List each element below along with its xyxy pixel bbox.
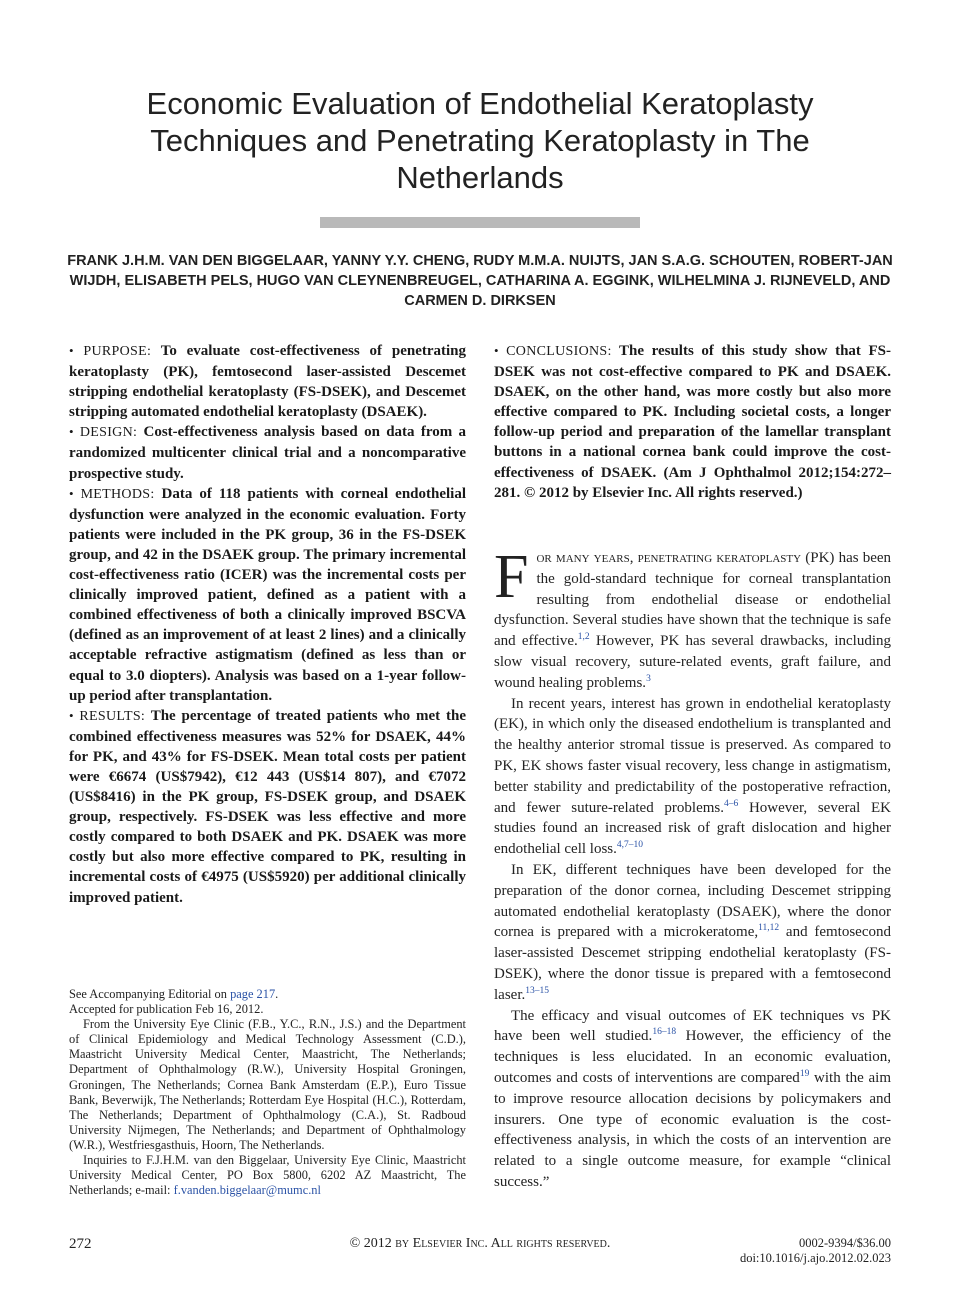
abstract-left-column xyxy=(69,341,466,908)
lead-in: or many years, penetrating keratoplasty (PK) xyxy=(536,550,835,566)
page-footer xyxy=(69,1236,891,1276)
body-text: In recent years, interest has grown in endothelial keratoplasty (EK), in which only the diseased endothelium is transplanted and the healthy anterior stromal tissue is preserved. As compared to PK, EK shows faster visual recovery, less change in astigmatism, better stability and predictability of the postoperative refraction, and fewer suture-related problems. xyxy=(494,695,891,816)
abstract-conclusions xyxy=(494,341,891,503)
page-number: 272 xyxy=(69,1236,92,1252)
purpose-text: To evaluate cost-effectiveness of penetrating keratoplasty (PK), femtosecond laser-assisted Descemet stripping endothelial keratoplasty (FS-DSEK), and Descemet stripping automated endothelial keratoplasty (DSAEK). xyxy=(69,343,467,421)
body-text: The efficacy and visual outcomes of EK techniques vs PK have been well studied. xyxy=(494,1007,891,1045)
design-text: Cost-effectiveness analysis based on data from a randomized multicenter clinical trial and a noncomparative prospective study. xyxy=(69,424,467,482)
citation-link[interactable]: 4,7–10 xyxy=(616,840,644,851)
body-paragraph xyxy=(494,694,891,860)
abstract-results xyxy=(69,706,466,908)
citation-link[interactable]: 4–6 xyxy=(724,798,739,809)
editorial-suffix: . xyxy=(275,987,279,1001)
citation-link[interactable]: 11,12 xyxy=(758,923,780,934)
body-text: However, several EK studies found an increased risk of graft dislocation and higher endothelial cell loss. xyxy=(494,799,892,858)
inquiries-text: Inquiries to F.J.H.M. van den Biggelaar, University Eye Clinic, Maastricht University Medical Center, PO Box 5800, 6202 AZ Maastricht, The Netherlands; e-mail: xyxy=(69,1153,466,1198)
citation-link[interactable]: 16–18 xyxy=(652,1027,677,1038)
drop-cap: F xyxy=(494,543,529,611)
body-text: However, PK has several drawbacks, including slow visual recovery, suture-related events, graft failure, and wound healing problems. xyxy=(494,633,891,691)
email-link[interactable]: f.vanden.biggelaar@mumc.nl xyxy=(173,1183,321,1198)
title-divider xyxy=(320,217,640,228)
inquiries xyxy=(69,1153,466,1198)
doi: doi:10.1016/j.ajo.2012.02.023 xyxy=(739,1251,891,1265)
bullet-icon: • xyxy=(69,424,74,440)
issn: 0002-9394/$36.00 xyxy=(798,1236,891,1250)
body-text: In EK, different techniques have been developed for the preparation of the donor cornea, including Descemet stripping automated endothelial keratoplasty (DSAEK), where the donor cornea is prepared with a microkeratome, xyxy=(494,861,891,941)
copyright-notice: © 2012 by Elsevier Inc. All rights reserved. xyxy=(349,1236,611,1251)
editorial-prefix: See Accompanying Editorial on xyxy=(69,987,227,1001)
body-paragraph xyxy=(494,1006,891,1193)
bullet-icon: • xyxy=(494,343,499,358)
citation-link[interactable]: 19 xyxy=(799,1068,810,1079)
abstract-methods xyxy=(69,484,466,706)
issn-doi xyxy=(740,1236,891,1266)
body-text: has been the gold-standard technique for corneal transplantation resulting from endothelial disease or endothelial dysfunction. Several studies have shown that the technique is safe and effective. xyxy=(494,550,892,650)
results-label: RESULTS: xyxy=(79,708,146,724)
body-paragraph xyxy=(494,860,891,1006)
abstract-purpose xyxy=(69,341,466,422)
bullet-icon: • xyxy=(69,485,74,501)
results-text: The percentage of treated patients who met the combined effectiveness measures was 52% for DSAEK, 44% for PK, and 43% for FS-DSEK. Mean total costs per patient were €6674 (US$7942), €12 443 (US$14 807), and €7072 (US$8416) in the PK group, FS-DSEK group, and DSAEK group, respectively. FS-DSEK was less effective and more costly compared to both DSAEK and PK. DSAEK was more costly but also more effective compared to PK, resulting in incremental costs of €4975 (US$5920) per additional clinically improved patient. xyxy=(69,707,467,906)
citation-link[interactable]: 3 xyxy=(646,673,651,684)
conclusions-text: The results of this study show that FS-DSEK was not cost-effective compared to PK and DSAEK. DSAEK, on the other hand, was more costly but also more effective compared to PK. Including societal costs, a longer follow-up period and preparation of the lamellar transplant buttons in a national cornea bank could improve the cost-effectiveness of DSAEK. (Am J Ophthalmol 2012;154:272–281. © 2012 by Elsevier Inc. All rights reserved.) xyxy=(494,343,891,501)
methods-text: Data of 118 patients with corneal endothelial dysfunction were analyzed in the economic evaluation. Forty patients were included in the PK group, 36 in the FS-DSEK group, and 42 in the DSAEK group. The primary incremental cost-effectiveness ratio (ICER) was the incremental costs per clinically improved patient, defined as a patient with a combined effectiveness of both a clinically improved BSCVA (defined as an improvement of at least 2 lines) and a clinically acceptable refractive astigmatism (defined as less than or equal to 3.0 diopters). Analysis was based on a 1-year follow-up period after transplantation. xyxy=(69,485,467,704)
article-title: Economic Evaluation of Endothelial Keratoplasty Techniques and Penetrating Keratoplasty in The Netherlands xyxy=(146,86,814,195)
abstract-design xyxy=(69,422,466,483)
conclusions-label: CONCLUSIONS: xyxy=(506,344,612,359)
body-paragraph xyxy=(494,543,892,694)
article-body xyxy=(494,543,892,1193)
abstract-right-column xyxy=(494,341,891,503)
bullet-icon: • xyxy=(69,343,74,358)
citation-link[interactable]: 13–15 xyxy=(525,985,549,996)
editorial-link[interactable]: page 217 xyxy=(230,987,276,1001)
body-text: and femtosecond laser-assisted Descemet stripping endothelial keratoplasty (FS-DSEK), where the donor tissue is prepared with a femtosecond laser. xyxy=(494,924,891,1003)
purpose-label: PURPOSE: xyxy=(83,344,152,359)
bullet-icon: • xyxy=(69,707,74,723)
author-list: FRANK J.H.M. VAN DEN BIGGELAAR, YANNY Y.Y. CHENG, RUDY M.M.A. NUIJTS, JAN S.A.G. SCHOUTEN, ROBERT-JAN WIJDH, ELISABETH PELS, HUGO VAN CLEYNENBREUGEL, CATHARINA A. EGGINK, WILHELMINA J. RIJNEVELD, AND CARMEN D. DIRKSEN xyxy=(67,253,893,309)
body-text: with the aim to improve resource allocation decisions by policymakers and insurers. One type of economic evaluation is the cost-effectiveness analysis, in which the costs of an intervention are related to a single outcome measure, for example “clinical success.” xyxy=(494,1069,891,1190)
citation-link[interactable]: 1,2 xyxy=(577,632,590,643)
body-text: However, the efficiency of the techniques is less elucidated. In an economic evaluation, outcomes and costs of interventions are compared xyxy=(494,1028,891,1086)
accepted-date: Accepted for publication Feb 16, 2012. xyxy=(69,1002,264,1017)
design-label: DESIGN: xyxy=(79,425,138,441)
methods-label: METHODS: xyxy=(80,486,155,502)
affiliations: From the University Eye Clinic (F.B., Y.C., R.N., J.S.) and the Department of Clinical Epidemiology and Medical Technology Assessment (C.D.), Maastricht University Medical Center, Maastricht, The Netherlands; Department of Ophthalmology (R.W.), University Hospital Groningen, Groningen, The Netherlands; Cornea Bank Amsterdam (E.P.), Euro Tissue Bank, Beverwijk, The Netherlands; Rotterdam Eye Hospital (H.C.), Rotterdam, The Netherlands; Department of Ophthalmology (C.A.), St. Radboud University Nijmegen, The Netherlands; and Department of Ophthalmology (W.R.), Westfriesgasthuis, Hoorn, The Netherlands. xyxy=(69,1017,466,1152)
article-notes xyxy=(69,987,466,1198)
editorial-note xyxy=(69,987,466,1002)
